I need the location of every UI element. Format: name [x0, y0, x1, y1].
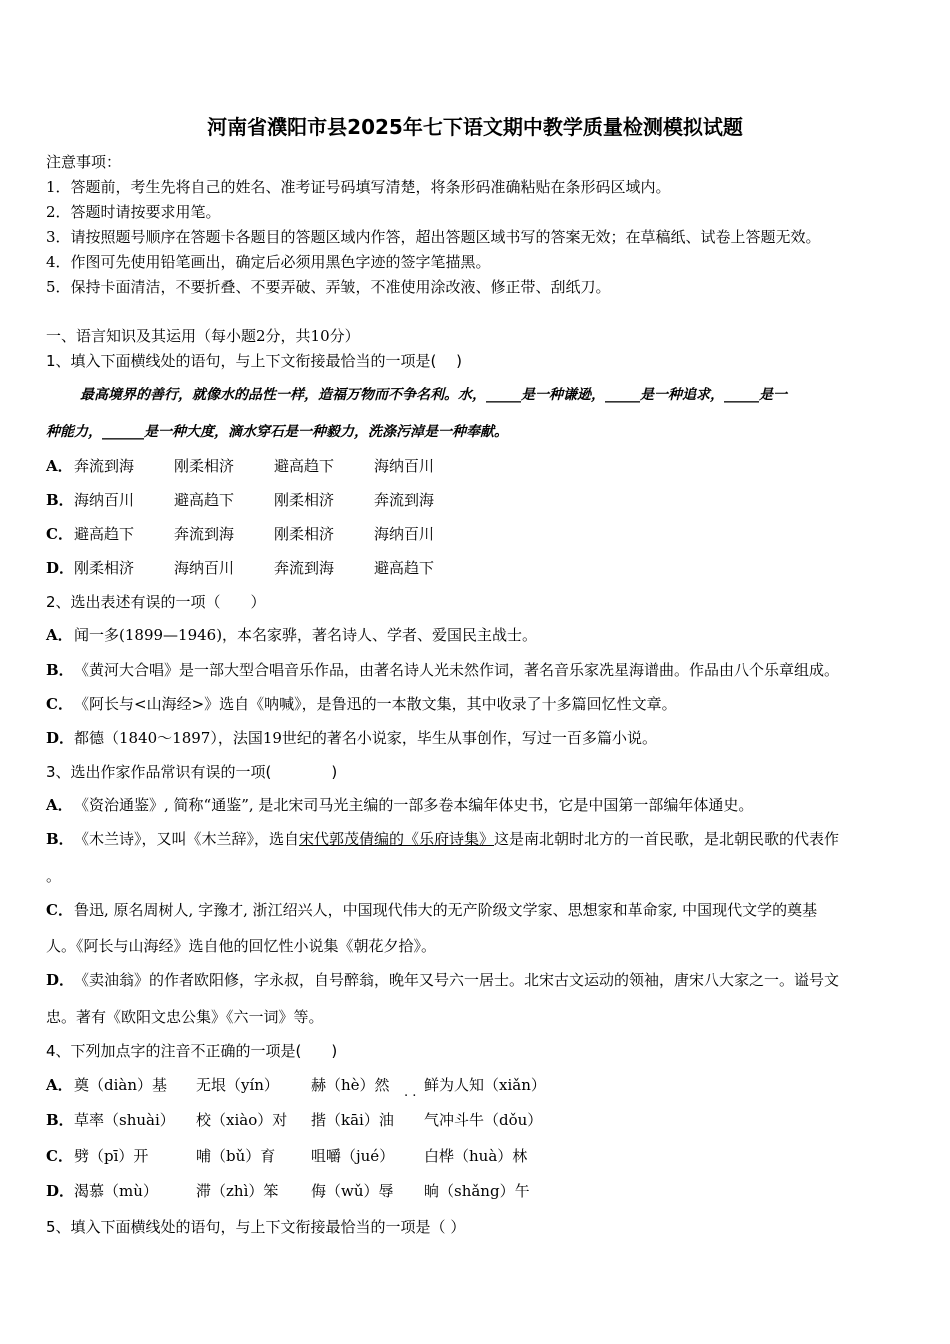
question-3-option-b[interactable] — [46, 829, 839, 849]
option-label: A． — [46, 457, 73, 475]
option-text-cont: 这是南北朝时北方的一首民歌，是北朝民歌的代表作 — [494, 830, 840, 848]
notice-heading: 注意事项： — [46, 153, 122, 171]
question-2-option-d[interactable] — [46, 728, 657, 748]
question-3-option-a[interactable] — [46, 795, 753, 815]
question-3-option-c[interactable] — [46, 900, 817, 920]
option-item: 刚柔相济 — [274, 491, 335, 509]
question-3-option-c-cont: 人。《阿长与山海经》选自他的回忆性小说集《朝花夕拾》。 — [46, 937, 437, 955]
question-4-option-a[interactable] — [46, 1075, 606, 1100]
notice-item: 4．作图可先使用铅笔画出，确定后必须用黑色字迹的签字笔描黑。 — [46, 253, 491, 271]
option-item: 避高趋下 — [174, 491, 235, 509]
notice-item: 3．请按照题号顺序在答题卡各题目的答题区域内作答，超出答题区域书写的答案无效；在草稿纸、试卷上答题无效。 — [46, 228, 821, 246]
option-label: D． — [46, 1182, 75, 1200]
option-item: 刚柔相济 — [274, 525, 335, 543]
option-item: 赫（hè）然 — [311, 1076, 390, 1094]
emphasis-dots: . . — [404, 1085, 417, 1100]
question-1-option-a[interactable] — [46, 456, 546, 476]
option-item: 渴慕（mù） — [74, 1182, 158, 1200]
option-item: 海纳百川 — [374, 457, 435, 475]
question-1-passage: 最高境界的善行，就像水的品性一样，造福万物而不争名利。水，_____是一种谦逊，_____是一种追求，_____是一 — [80, 387, 787, 403]
question-1-stem: 1、填入下面横线处的语句，与上下文衔接最恰当的一项是( ) — [46, 352, 463, 370]
option-text: 《黄河大合唱》是一部大型合唱音乐作品，由著名诗人光未然作词，著名音乐家冼星海谱曲。作品由八个乐章组成。 — [74, 661, 840, 679]
underlined-text: 宋代郭茂倩编的《乐府诗集》 — [299, 830, 495, 848]
option-item: 刚柔相济 — [74, 559, 135, 577]
option-item: 草率（shuài） — [74, 1111, 175, 1129]
question-4-option-d[interactable] — [46, 1181, 606, 1201]
option-item: 白桦（huà）林 — [424, 1147, 528, 1165]
question-2-option-c[interactable] — [46, 694, 677, 714]
question-2-option-a[interactable] — [46, 625, 537, 645]
notice-item: 1．答题前，考生先将自己的姓名、准考证号码填写清楚，将条形码准确粘贴在条形码区域内。 — [46, 178, 671, 196]
question-2-stem: 2、选出表述有误的一项（ ） — [46, 593, 266, 611]
option-item: 海纳百川 — [74, 491, 135, 509]
question-1-passage-cont: 种能力，______是一种大度，滴水穿石是一种毅力，洗涤污淖是一种奉献。 — [46, 424, 508, 440]
option-item: 哺（bǔ）育 — [196, 1147, 276, 1165]
option-label: D． — [46, 559, 75, 577]
question-3-option-b-cont: 。 — [46, 867, 62, 885]
option-item: 奔流到海 — [74, 457, 135, 475]
option-item: 避高趋下 — [274, 457, 335, 475]
option-item: 无垠（yín） — [196, 1076, 279, 1094]
option-item: 避高趋下 — [374, 559, 435, 577]
option-label: B． — [46, 491, 74, 509]
section-heading: 一、语言知识及其运用（每小题2分，共10分） — [46, 327, 360, 345]
option-text: 都德（1840～1897），法国19世纪的著名小说家，毕生从事创作，写过一百多篇小说。 — [74, 729, 657, 747]
option-item: 奔流到海 — [174, 525, 235, 543]
question-3-option-d-cont: 忠。著有《欧阳文忠公集》《六一词》等。 — [46, 1008, 324, 1026]
option-label: B． — [46, 830, 74, 848]
notice-item: 2．答题时请按要求用笔。 — [46, 203, 221, 221]
option-label: A． — [46, 626, 73, 644]
option-item: 奔流到海 — [374, 491, 435, 509]
question-3-stem: 3、选出作家作品常识有误的一项( ) — [46, 763, 338, 781]
option-label: C． — [46, 1147, 73, 1165]
option-text: 《资治通鉴》, 简称“通鉴”, 是北宋司马光主编的一部多卷本编年体史书，它是中国第一部编年体通史。 — [74, 796, 754, 814]
option-label: A． — [46, 796, 73, 814]
page-title: 河南省濮阳市县2025年七下语文期中教学质量检测模拟试题 — [207, 115, 743, 139]
option-text: 《木兰诗》，又叫《木兰辞》，选自 — [74, 830, 300, 848]
option-item: 校（xiào）对 — [196, 1111, 288, 1129]
question-1-option-d[interactable] — [46, 558, 546, 578]
option-text: 闻一多(1899—1946)，本名家骅，著名诗人、学者、爱国民主战士。 — [74, 626, 538, 644]
option-label: C． — [46, 901, 73, 919]
question-1-option-c[interactable] — [46, 524, 546, 544]
option-item: 咀嚼（jué） — [311, 1147, 395, 1165]
option-label: D． — [46, 729, 75, 747]
option-label: D． — [46, 971, 75, 989]
option-text: 鲁迅, 原名周树人, 字豫才, 浙江绍兴人，中国现代伟大的无产阶级文学家、思想家和革命家, 中国现代文学的奠基 — [74, 901, 818, 919]
option-item: 揩（kāi）油 — [311, 1111, 394, 1129]
option-label: C． — [46, 695, 73, 713]
option-item: 海纳百川 — [374, 525, 435, 543]
option-label: C． — [46, 525, 73, 543]
question-2-option-b[interactable] — [46, 660, 839, 680]
question-1-option-b[interactable] — [46, 490, 546, 510]
option-item: 奠（diàn）基 — [74, 1076, 168, 1094]
option-item: 奔流到海 — [274, 559, 335, 577]
option-item: 海纳百川 — [174, 559, 235, 577]
question-5-stem: 5、填入下面横线处的语句，与上下文衔接最恰当的一项是（ ） — [46, 1218, 466, 1236]
notice-item: 5．保持卡面清洁，不要折叠、不要弄破、弄皱，不准使用涂改液、修正带、刮纸刀。 — [46, 278, 611, 296]
option-item: 避高趋下 — [74, 525, 135, 543]
option-label: B． — [46, 661, 74, 679]
option-item: 气冲斗牛（dǒu） — [424, 1111, 543, 1129]
option-item: 鲜为人知（xiǎn） — [424, 1076, 546, 1094]
question-3-option-d[interactable] — [46, 970, 839, 990]
option-label: A． — [46, 1076, 73, 1094]
option-text: 《阿长与<山海经>》选自《呐喊》，是鲁迅的一本散文集，其中收录了十多篇回忆性文章。 — [74, 695, 677, 713]
question-4-option-c[interactable] — [46, 1146, 606, 1166]
option-item: 劈（pī）开 — [74, 1147, 149, 1165]
option-label: B． — [46, 1111, 74, 1129]
option-item: 晌（shǎng）午 — [424, 1182, 530, 1200]
question-4-option-b[interactable] — [46, 1110, 606, 1130]
option-item: 侮（wǔ）辱 — [311, 1182, 394, 1200]
option-text: 《卖油翁》的作者欧阳修，字永叔，自号醉翁，晚年又号六一居士。北宋古文运动的领袖，唐宋八大家之一。谥号文 — [74, 971, 840, 989]
option-item: 滞（zhì）笨 — [196, 1182, 279, 1200]
option-item: 刚柔相济 — [174, 457, 235, 475]
question-4-stem: 4、下列加点字的注音不正确的一项是( ) — [46, 1042, 338, 1060]
